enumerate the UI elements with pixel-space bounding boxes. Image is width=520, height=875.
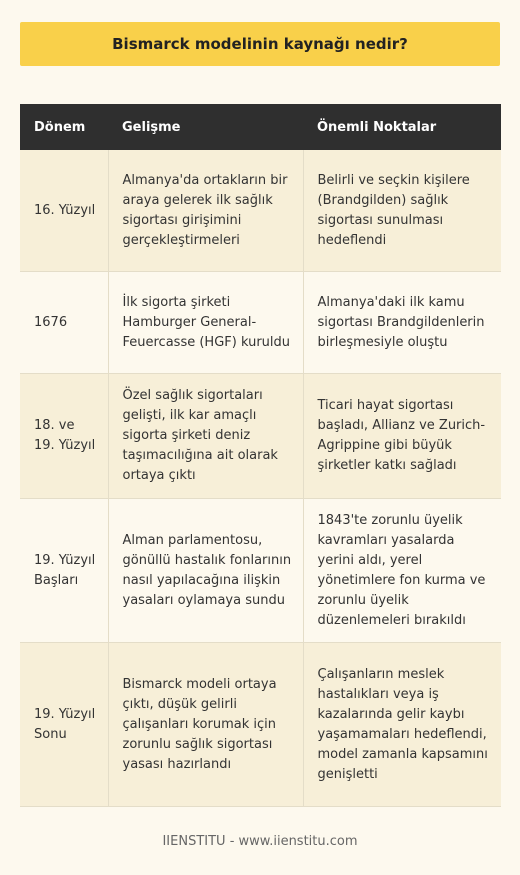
table-row <box>20 374 501 499</box>
table-header-row <box>20 104 501 150</box>
page-title: Bismarck modelinin kaynağı nedir? <box>112 35 408 53</box>
table-row <box>20 150 501 272</box>
cell-period: 19. Yüzyıl Başları <box>20 499 108 643</box>
table-row <box>20 272 501 374</box>
cell-development: Almanya'da ortakların bir araya gelerek ilk sağlık sigortası girişimini gerçekleştirmeleri <box>108 150 303 272</box>
cell-period: 1676 <box>20 272 108 374</box>
cell-period: 19. Yüzyıl Sonu <box>20 643 108 807</box>
column-header-development: Gelişme <box>108 104 303 150</box>
table-row <box>20 643 501 807</box>
footer-credit: IIENSTITU - www.iienstitu.com <box>162 834 358 849</box>
cell-development: Bismarck modeli ortaya çıktı, düşük gelirli çalışanları korumak için zorunlu sağlık sigortası yasası hazırlandı <box>108 643 303 807</box>
cell-period: 16. Yüzyıl <box>20 150 108 272</box>
cell-key-points: Belirli ve seçkin kişilere (Brandgilden) sağlık sigortası sunulması hedeflendi <box>303 150 501 272</box>
column-header-period: Dönem <box>20 104 108 150</box>
cell-key-points: Çalışanların meslek hastalıkları veya iş kazalarında gelir kaybı yaşamamaları hedeflendi, model zamanla kapsamını genişletti <box>303 643 501 807</box>
table-row <box>20 499 501 643</box>
cell-development: İlk sigorta şirketi Hamburger General-Feuercasse (HGF) kuruldu <box>108 272 303 374</box>
column-header-key-points: Önemli Noktalar <box>303 104 501 150</box>
cell-period: 18. ve 19. Yüzyıl <box>20 374 108 499</box>
cell-development: Özel sağlık sigortaları gelişti, ilk kar amaçlı sigorta şirketi deniz taşımacılığına ait olarak ortaya çıktı <box>108 374 303 499</box>
history-table <box>20 104 501 807</box>
cell-development: Alman parlamentosu, gönüllü hastalık fonlarının nasıl yapılacağına ilişkin yasaları oylamaya sundu <box>108 499 303 643</box>
cell-key-points: Almanya'daki ilk kamu sigortası Brandgildenlerin birleşmesiyle oluştu <box>303 272 501 374</box>
title-banner <box>20 22 500 66</box>
cell-key-points: 1843'te zorunlu üyelik kavramları yasalarda yerini aldı, yerel yönetimlere fon kurma ve zorunlu üyelik düzenlemeleri bırakıldı <box>303 499 501 643</box>
cell-key-points: Ticari hayat sigortası başladı, Allianz ve Zurich-Agrippine gibi büyük şirketler katkı sağladı <box>303 374 501 499</box>
